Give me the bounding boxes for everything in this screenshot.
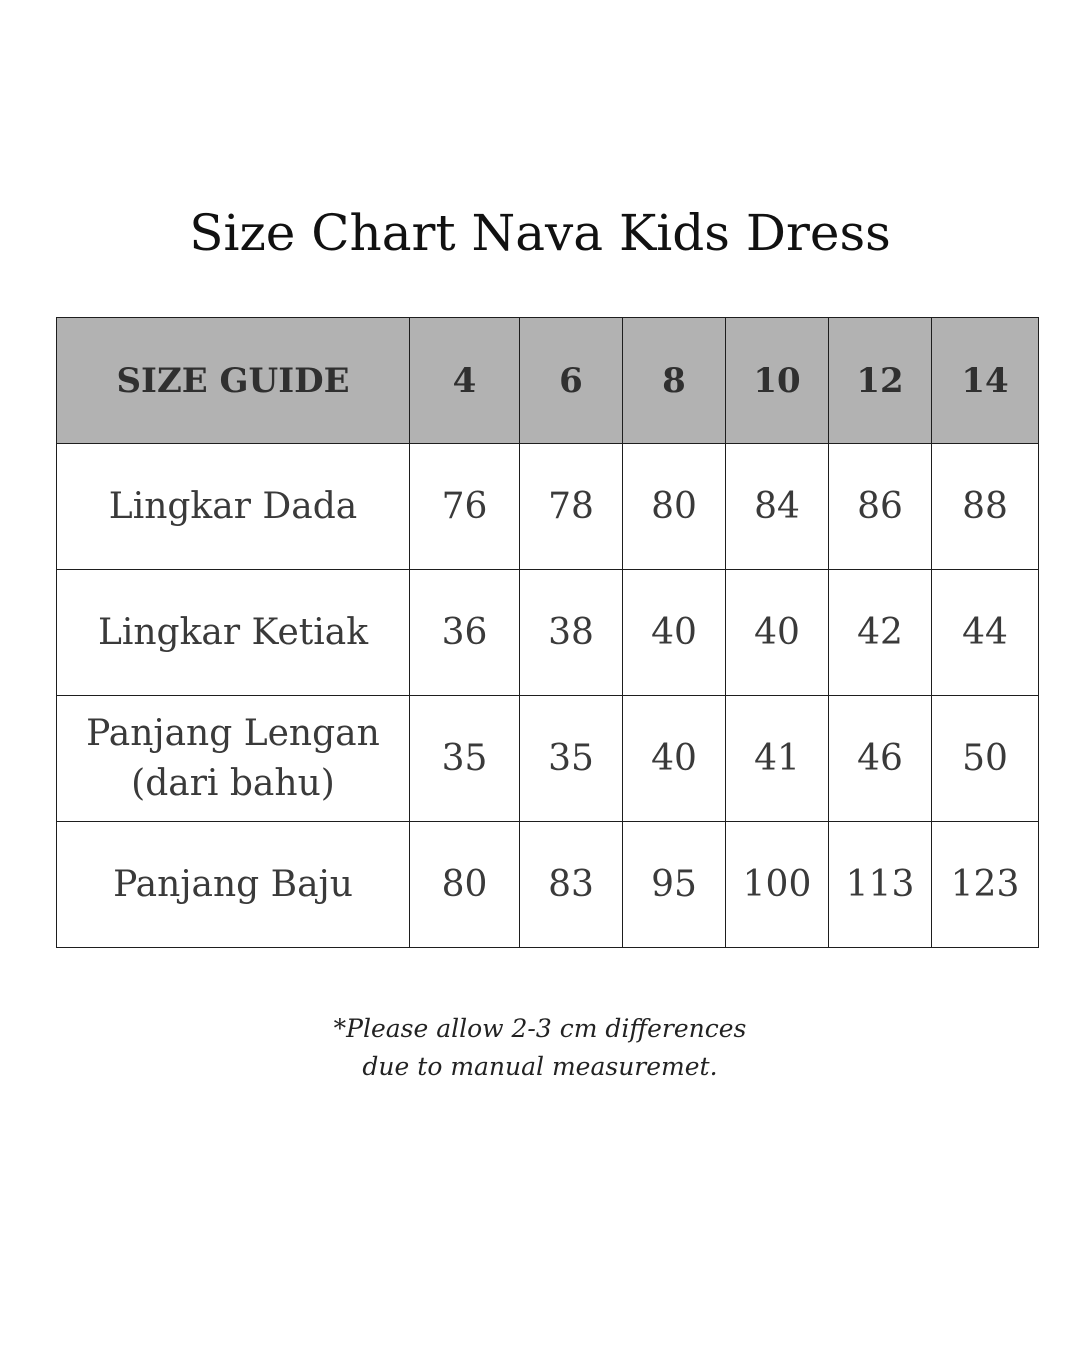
table-cell: 88 [932,444,1039,570]
header-size-8: 8 [623,318,726,444]
table-cell: 35 [520,696,623,822]
table-cell: 50 [932,696,1039,822]
table-cell: 100 [726,822,829,948]
table-cell: 113 [829,822,932,948]
table-cell: 40 [623,570,726,696]
table-cell: 42 [829,570,932,696]
table-cell: 41 [726,696,829,822]
table-row [57,696,1039,822]
table-cell: 40 [623,696,726,822]
page-title: Size Chart Nava Kids Dress [189,204,891,262]
table-cell: 78 [520,444,623,570]
table-cell: 84 [726,444,829,570]
header-size-guide: SIZE GUIDE [57,318,410,444]
size-chart-table [56,317,1039,948]
table-cell: 80 [410,822,520,948]
row-label [57,696,410,822]
row-label-text: Lingkar Dada [108,485,358,527]
note-line-1: *Please allow 2-3 cm differences [333,1014,747,1043]
table-cell: 76 [410,444,520,570]
table-cell: 36 [410,570,520,696]
header-size-14: 14 [932,318,1039,444]
row-label [57,822,410,948]
table-row [57,444,1039,570]
table-cell: 46 [829,696,932,822]
note-line-2: due to manual measuremet. [362,1052,718,1081]
table-cell: 123 [932,822,1039,948]
row-label-text: Panjang Lengan [86,712,380,754]
row-label [57,444,410,570]
header-size-12: 12 [829,318,932,444]
measurement-note [0,1010,1080,1086]
table-cell: 40 [726,570,829,696]
header-size-6: 6 [520,318,623,444]
row-label-text: Panjang Baju [113,863,353,905]
table-row [57,822,1039,948]
row-label-text: Lingkar Ketiak [97,611,369,653]
header-row [57,318,1039,444]
row-label [57,570,410,696]
header-size-4: 4 [410,318,520,444]
table-cell: 35 [410,696,520,822]
header-size-10: 10 [726,318,829,444]
table-cell: 80 [623,444,726,570]
table-cell: 83 [520,822,623,948]
table-row [57,570,1039,696]
table-cell: 38 [520,570,623,696]
row-label-subtext: (dari bahu) [131,762,335,804]
table-cell: 86 [829,444,932,570]
table-cell: 95 [623,822,726,948]
table-cell: 44 [932,570,1039,696]
